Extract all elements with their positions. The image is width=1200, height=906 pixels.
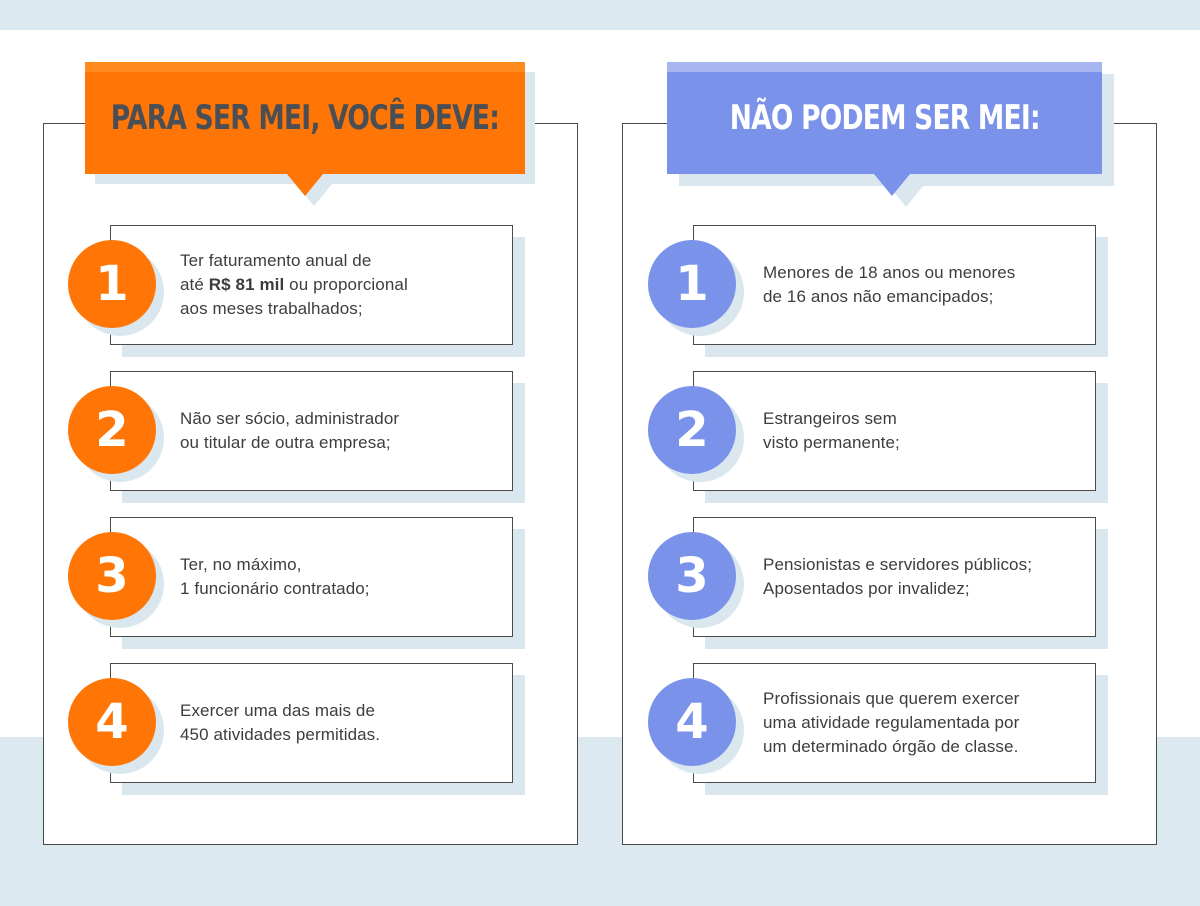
right-card-1 [693,225,1096,345]
text-line: um determinado órgão de classe. [763,737,1019,756]
top-band [0,0,1200,30]
card-text [763,518,1083,636]
text-line: Estrangeiros sem [763,409,897,428]
card-text [763,226,1083,344]
number-badge-2: 2 [648,386,736,474]
text-line: Ter, no máximo, [180,555,302,574]
left-banner [85,62,525,174]
right-pointer [874,174,910,196]
text-line: Profissionais que querem exercer [763,689,1020,708]
text-line: visto permanente; [763,433,900,452]
card-text [763,664,1083,782]
text-line: Exercer uma das mais de [180,701,376,720]
right-title: NÃO PODEM SER MEI: [729,98,1040,138]
card-text [180,226,500,344]
text-line: Pensionistas e servidores públicos; [763,555,1033,574]
card-text [180,372,500,490]
left-card-4 [110,663,513,783]
right-card-3 [693,517,1096,637]
card-text [180,518,500,636]
left-card-1 [110,225,513,345]
card-text [180,664,500,782]
left-title: PARA SER MEI, VOCÊ DEVE: [110,98,500,138]
text-line: aos meses trabalhados; [180,299,363,318]
text-fragment: ou proporcional [284,275,408,294]
right-card-2 [693,371,1096,491]
text-line: Aposentados por invalidez; [763,579,970,598]
text-line: Menores de 18 anos ou menores [763,263,1016,282]
text-line: 450 atividades permitidas. [180,725,381,744]
number-badge-4: 4 [68,678,156,766]
text-line: Ter faturamento anual de [180,251,372,270]
text-line [180,273,408,297]
card-text [763,372,1083,490]
text-line: 1 funcionário contratado; [180,579,370,598]
number-badge-1: 1 [68,240,156,328]
right-card-4 [693,663,1096,783]
highlight-value: R$ 81 mil [208,275,285,294]
number-badge-1: 1 [648,240,736,328]
left-pointer [287,174,323,196]
text-line: de 16 anos não emancipados; [763,287,994,306]
text-line: uma atividade regulamentada por [763,713,1020,732]
number-badge-2: 2 [68,386,156,474]
number-badge-3: 3 [648,532,736,620]
left-card-2 [110,371,513,491]
number-badge-4: 4 [648,678,736,766]
right-banner [667,62,1102,174]
number-badge-3: 3 [68,532,156,620]
text-line: ou titular de outra empresa; [180,433,391,452]
text-line: Não ser sócio, administrador [180,409,400,428]
text-fragment: até [180,275,209,294]
left-card-3 [110,517,513,637]
